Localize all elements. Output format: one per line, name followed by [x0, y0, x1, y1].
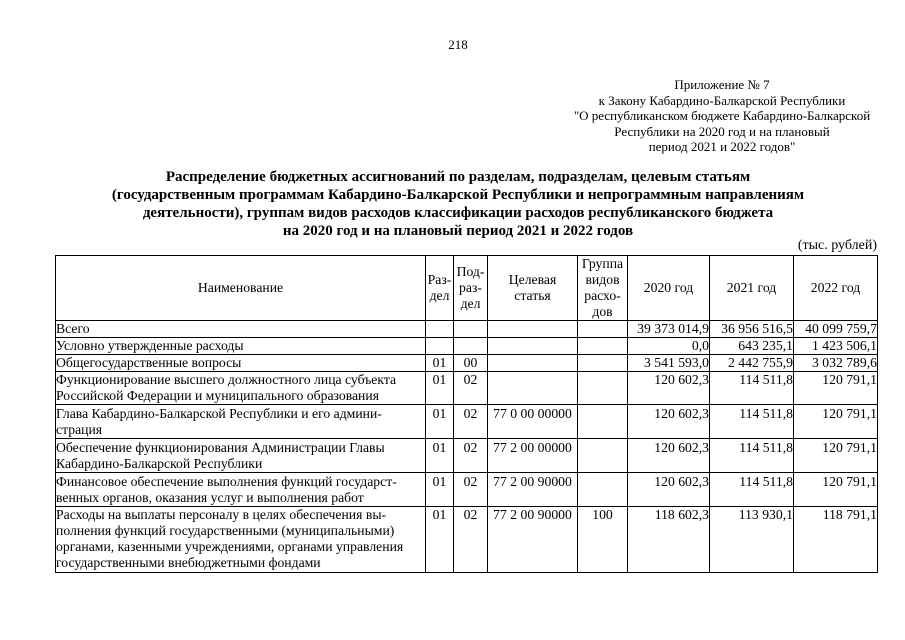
cell-amount-2022: 120 791,1: [794, 405, 878, 439]
cell-expense-group: [578, 439, 628, 473]
name-line: Финансовое обеспечение выполнения функций государст-: [56, 474, 397, 489]
name-line: венных органов, оказания услуг и выполнения работ: [56, 490, 364, 505]
cell-amount-2022: 120 791,1: [794, 372, 878, 405]
cell-section: 01: [426, 507, 454, 573]
appendix-line: к Закону Кабардино-Балкарской Республики: [598, 92, 846, 108]
cell-subsection: [454, 321, 488, 338]
header-line: 2021 год: [726, 280, 777, 295]
header-target-article: [488, 256, 578, 321]
cell-section: 01: [426, 473, 454, 507]
cell-section: 01: [426, 439, 454, 473]
table-header-row: [56, 256, 878, 321]
cell-subsection: [454, 338, 488, 355]
cell-name: [56, 355, 426, 372]
cell-target-article: 77 0 00 00000: [488, 405, 578, 439]
cell-amount-2021: 113 930,1: [710, 507, 794, 573]
cell-expense-group: [578, 372, 628, 405]
cell-subsection: 02: [454, 507, 488, 573]
name-line: Условно утвержденные расходы: [56, 338, 244, 353]
title-line: Распределение бюджетных ассигнований по разделам, подразделам, целевым статьям: [165, 169, 751, 185]
title-line: на 2020 год и на плановый период 2021 и 2022 годов: [282, 223, 634, 239]
header-subsection: [454, 256, 488, 321]
header-line: Под-: [456, 264, 485, 279]
cell-section: 01: [426, 405, 454, 439]
header-line: Наименование: [197, 280, 284, 295]
document-title: [58, 168, 858, 240]
name-line: органами, казенными учреждениями, органами управления: [56, 539, 404, 554]
cell-amount-2020: 0,0: [628, 338, 710, 355]
budget-table: [55, 255, 878, 573]
title-line: (государственным программам Кабардино-Балкарской Республики и непрограммным направлениям: [111, 187, 805, 203]
cell-subsection: 00: [454, 355, 488, 372]
appendix-line: "О республиканском бюджете Кабардино-Балкарской: [573, 108, 871, 123]
table-row: [56, 338, 878, 355]
cell-name: [56, 372, 426, 405]
cell-amount-2020: 120 602,3: [628, 439, 710, 473]
cell-name: [56, 473, 426, 507]
name-line: Общегосударственные вопросы: [56, 355, 242, 370]
cell-target-article: [488, 321, 578, 338]
cell-target-article: 77 2 00 90000: [488, 507, 578, 573]
name-line: Кабардино-Балкарской Республики: [56, 456, 263, 471]
header-amount-2022: [794, 256, 878, 321]
title-line: деятельности), группам видов расходов классификации расходов республиканского бюджета: [142, 205, 774, 221]
name-line: полнения функций государственными (муниципальными): [56, 523, 395, 538]
appendix-block: [562, 77, 882, 155]
header-name: [56, 256, 426, 321]
cell-amount-2021: 114 511,8: [710, 439, 794, 473]
units-label: (тыс. рублей): [797, 238, 877, 253]
table-body: [56, 321, 878, 573]
cell-amount-2020: 39 373 014,9: [628, 321, 710, 338]
cell-amount-2020: 120 602,3: [628, 473, 710, 507]
cell-subsection: 02: [454, 473, 488, 507]
cell-amount-2022: 3 032 789,6: [794, 355, 878, 372]
header-line: раз-: [459, 280, 482, 295]
name-line: Обеспечение функционирования Администрации Главы: [56, 440, 385, 455]
table-row: [56, 321, 878, 338]
cell-section: [426, 321, 454, 338]
table-row: [56, 439, 878, 473]
cell-amount-2021: 114 511,8: [710, 372, 794, 405]
header-line: Раз-: [427, 272, 452, 287]
name-line: государственными внебюджетными фондами: [56, 555, 321, 570]
cell-target-article: [488, 338, 578, 355]
header-line: 2022 год: [810, 280, 861, 295]
name-line: Функционирование высшего должностного лица субъекта: [56, 372, 397, 387]
name-line: Расходы на выплаты персоналу в целях обеспечения вы-: [56, 507, 387, 522]
header-line: дов: [592, 304, 613, 319]
cell-amount-2022: 40 099 759,7: [794, 321, 878, 338]
appendix-line: Приложение № 7: [674, 77, 770, 92]
table-row: [56, 507, 878, 573]
header-line: статья: [514, 288, 551, 303]
header-expense-group: [578, 256, 628, 321]
name-line: страция: [56, 422, 103, 437]
cell-name: [56, 321, 426, 338]
cell-target-article: 77 2 00 00000: [488, 439, 578, 473]
cell-expense-group: [578, 405, 628, 439]
header-line: Группа: [581, 256, 624, 271]
cell-name: [56, 405, 426, 439]
cell-target-article: [488, 355, 578, 372]
header-amount-2021: [710, 256, 794, 321]
name-line: Глава Кабардино-Балкарской Республики и его админи-: [56, 406, 382, 421]
cell-amount-2021: 643 235,1: [710, 338, 794, 355]
cell-amount-2022: 1 423 506,1: [794, 338, 878, 355]
table-row: [56, 372, 878, 405]
cell-expense-group: 100: [578, 507, 628, 573]
table-row: [56, 405, 878, 439]
cell-amount-2022: 120 791,1: [794, 439, 878, 473]
header-section: [426, 256, 454, 321]
cell-amount-2022: 118 791,1: [794, 507, 878, 573]
cell-name: [56, 439, 426, 473]
cell-subsection: 02: [454, 405, 488, 439]
appendix-line: Республики на 2020 год и на плановый: [614, 123, 830, 139]
cell-target-article: [488, 372, 578, 405]
header-amount-2020: [628, 256, 710, 321]
cell-amount-2021: 114 511,8: [710, 473, 794, 507]
cell-amount-2021: 36 956 516,5: [710, 321, 794, 338]
cell-section: 01: [426, 372, 454, 405]
cell-section: [426, 338, 454, 355]
cell-section: 01: [426, 355, 454, 372]
header-line: 2020 год: [643, 280, 694, 295]
header-line: Целевая: [508, 272, 557, 287]
cell-amount-2020: 120 602,3: [628, 405, 710, 439]
cell-name: [56, 338, 426, 355]
cell-expense-group: [578, 338, 628, 355]
cell-amount-2022: 120 791,1: [794, 473, 878, 507]
table-row: [56, 355, 878, 372]
cell-target-article: 77 2 00 90000: [488, 473, 578, 507]
appendix-line: период 2021 и 2022 годов": [648, 139, 796, 154]
cell-amount-2020: 3 541 593,0: [628, 355, 710, 372]
cell-amount-2021: 2 442 755,9: [710, 355, 794, 372]
cell-expense-group: [578, 321, 628, 338]
table-row: [56, 473, 878, 507]
cell-amount-2021: 114 511,8: [710, 405, 794, 439]
header-line: дел: [429, 288, 450, 303]
cell-expense-group: [578, 355, 628, 372]
cell-name: [56, 507, 426, 573]
cell-amount-2020: 118 602,3: [628, 507, 710, 573]
cell-subsection: 02: [454, 439, 488, 473]
cell-amount-2020: 120 602,3: [628, 372, 710, 405]
header-line: дел: [460, 296, 481, 311]
header-line: видов: [585, 272, 620, 287]
cell-expense-group: [578, 473, 628, 507]
cell-subsection: 02: [454, 372, 488, 405]
page-number: 218: [448, 37, 468, 52]
table-header: [56, 256, 878, 321]
name-line: Российской Федерации и муниципального образования: [56, 388, 379, 403]
name-line: Всего: [56, 321, 90, 336]
header-line: расхо-: [584, 288, 621, 303]
